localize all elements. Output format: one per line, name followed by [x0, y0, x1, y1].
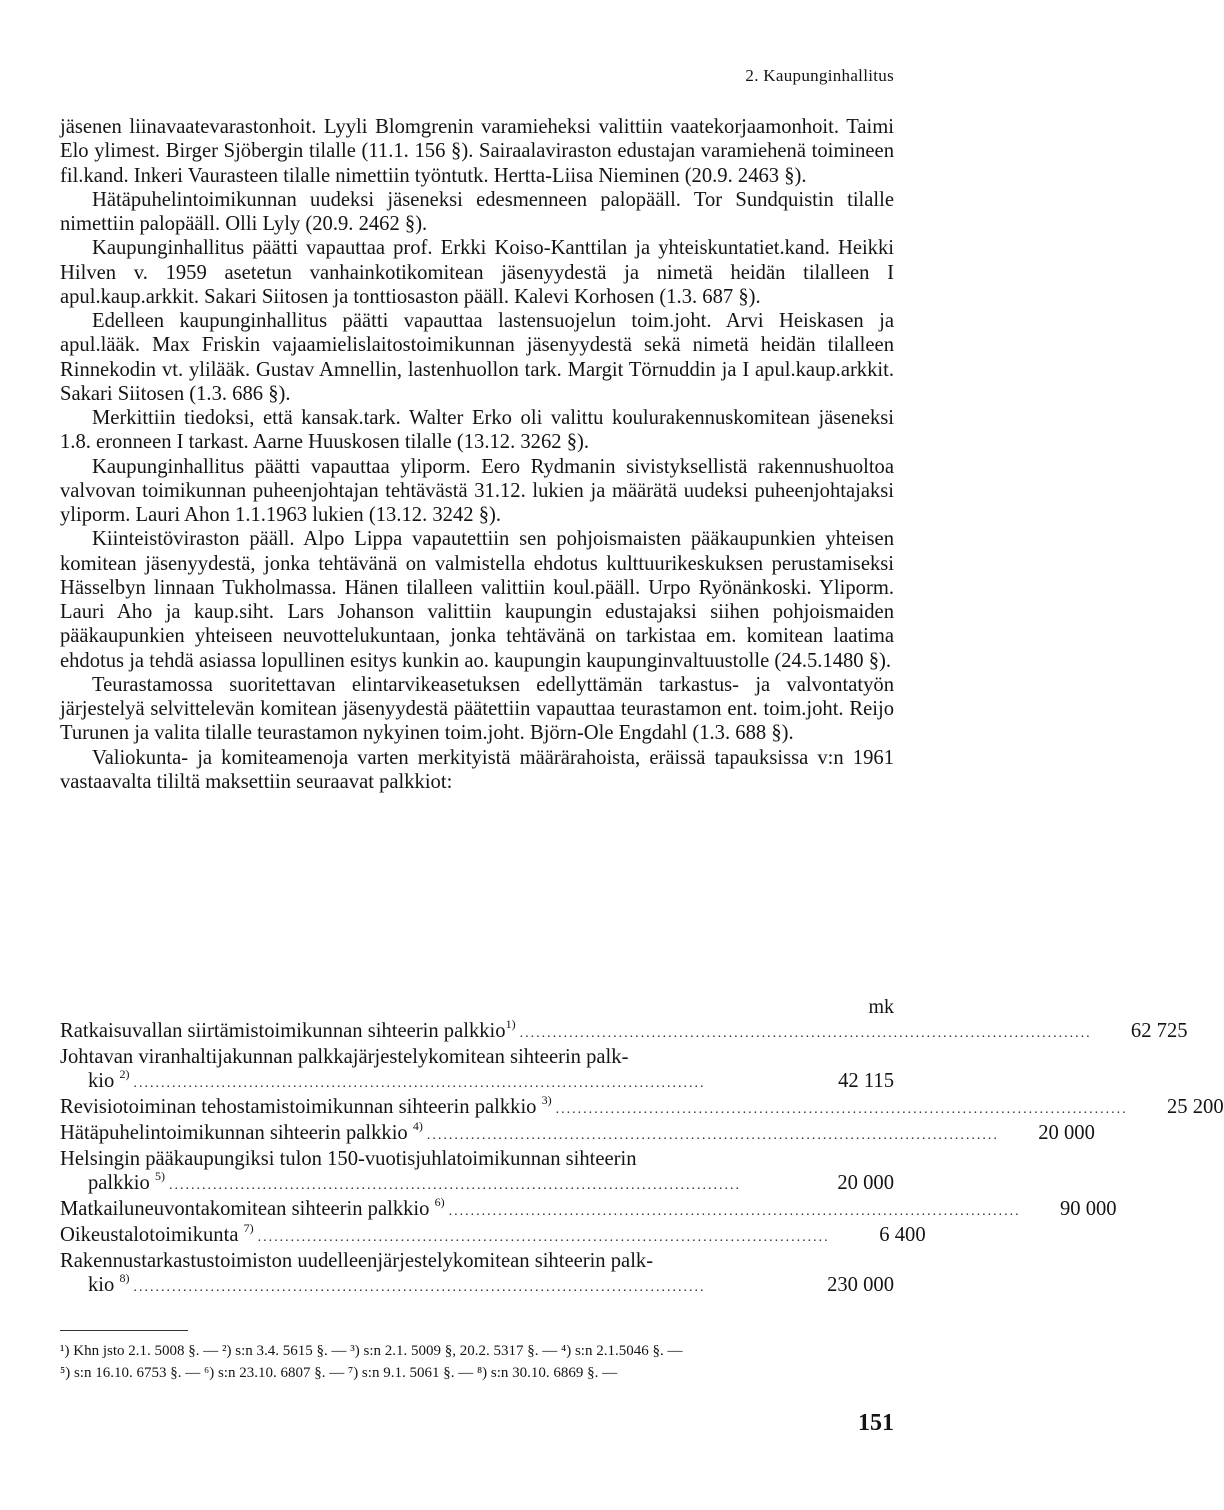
paragraph: Hätäpuhelintoimikunnan uudeksi jäseneksi edesmenneen palopääll. Tor Sundquistin tilalle nimettiin palopääll. Olli Lyly (20.9. 2462 §).	[60, 188, 894, 235]
ledger-row-label: Rakennustarkastustoimiston uudelleenjärjestelykomitean sihteerin palk-	[60, 1249, 654, 1272]
paragraph: Teurastamossa suoritettavan elintarvikeasetuksen edellyttämän tarkastus- ja valvontatyön järjestelyä selvittelevän komitean jäsenyydestä päätettiin vapauttaa teurastamon ent. toim.joht. Reijo Turunen ja valita tilalle teurastamon nykyinen toim.joht. Björn-Ole Engdahl (1.3. 688 §).	[60, 673, 894, 745]
paragraph: Kiinteistöviraston pääll. Alpo Lippa vapautettiin sen pohjoismaisten pääkaupunkien yhteisen komitean jäsenyydestä, jonka tehtävänä on valmistella ehdotus kulttuurikeskuksen perustamiseksi Hässelbyn linnaan Tukholmassa. Hänen tilalleen valittiin koul.pääll. Urpo Ryönänkoski. Yliporm. Lauri Aho ja kaup.siht. Lars Johanson valittiin kaupungin edustajaksi siihen pohjoismaiden pääkaupunkien yhteiseen neuvottelukuntaan, jonka tehtävänä on tarkistaa em. komitean laatima ehdotus ja tehdä asiassa lopullinen esitys kunkin ao. kaupungin kaupunginvaltuustolle (24.5.1480 §).	[60, 528, 894, 672]
ledger-row-amount: 20 000	[837, 1171, 894, 1194]
ledger-row-label: kio $^{2)}$	[88, 1067, 130, 1092]
ledger-row-label: Johtavan viranhaltijakunnan palkkajärjestelykomitean sihteerin palk-	[60, 1045, 629, 1068]
footnote-ref: 6)	[434, 1194, 445, 1209]
dot-leader: ........................................................................................................	[555, 1101, 1128, 1117]
footnote-ref: 8)	[119, 1270, 130, 1285]
ledger-row-amount: 90 000	[1059, 1197, 1117, 1220]
ledger-row-amount: 20 000	[1038, 1121, 1095, 1144]
paragraph: Valiokunta- ja komiteamenoja varten merkityistä määrärahoista, eräissä tapauksissa v:n 1961 vastaavalta tililtä maksettiin seuraavat palkkiot:	[60, 746, 894, 793]
ledger-row-label: Matkailuneuvontakomitean sihteerin palkkio $^{6)}$	[60, 1194, 445, 1220]
footnote-ref: 5)	[154, 1168, 165, 1183]
ledger-row-label: Helsingin pääkaupungiksi tulon 150-vuotisjuhlatoimikunnan sihteerin	[60, 1147, 637, 1170]
body-text	[60, 115, 894, 794]
footnote-ref: 2)	[119, 1067, 130, 1082]
ledger-row-continuation	[60, 1168, 894, 1198]
footnote-ref: 7)	[243, 1220, 254, 1235]
footnote-ref: 4)	[412, 1118, 423, 1133]
dot-leader: ........................................................................................................	[257, 1229, 830, 1245]
footnote-line: ⁵) s:n 16.10. 6753 §. — ⁶) s:n 23.10. 6807 §. — ⁷) s:n 9.1. 5061 §. — ⁸) s:n 30.10. 6869 §. —	[60, 1365, 618, 1381]
ledger-row-amount: 25 200	[1166, 1095, 1224, 1118]
ledger-row-continuation	[60, 1067, 894, 1096]
ledger-row	[60, 1046, 894, 1070]
ledger-row-label: Hätäpuhelintoimikunnan sihteerin palkkio $^{4)}$	[60, 1118, 423, 1144]
ledger-row	[60, 1118, 1095, 1148]
ledger-row	[60, 1194, 1117, 1224]
ledger-unit-label: mk	[868, 996, 894, 1018]
ledger-row	[60, 1017, 1188, 1046]
ledger-row-label: kio $^{8)}$	[88, 1270, 130, 1296]
ledger-row	[60, 1148, 894, 1172]
ledger-row-label: Oikeustalotoimikunta $^{7)}$	[60, 1220, 254, 1246]
paragraph: Merkittiin tiedoksi, että kansak.tark. Walter Erko oli valittu koulurakennuskomitean jäseneksi 1.8. eronneen I tarkast. Aarne Huuskosen tilalle (13.12. 3262 §).	[60, 407, 894, 454]
ledger-row-amount: 230 000	[827, 1273, 894, 1296]
dot-leader: ........................................................................................................	[426, 1127, 999, 1143]
ledger-row	[60, 1093, 1224, 1122]
ledger-row	[60, 1220, 926, 1250]
footnote-ref: 3)	[541, 1093, 552, 1107]
payment-ledger	[60, 1017, 1224, 1299]
ledger-row-continuation	[60, 1270, 894, 1300]
ledger-row	[60, 1250, 894, 1274]
dot-leader: ........................................................................................................	[168, 1177, 741, 1193]
paragraph: Edelleen kaupunginhallitus päätti vapauttaa lastensuojelun toim.joht. Arvi Heiskasen ja apul.lääk. Max Friskin vajaamielislaitostoimikunnan jäsenyydestä sekä nimetä heidän tilalleen Rinnekodin vt. ylilääk. Gustav Amnellin, lastenhuollon tark. Margit Törnuddin ja I apul.kaup.arkkit. Sakari Siitosen (1.3. 686 §).	[60, 310, 894, 405]
footnote-divider	[60, 1330, 188, 1331]
footnote-line: ¹) Khn jsto 2.1. 5008 §. — ²) s:n 3.4. 5615 §. — ³) s:n 2.1. 5009 §, 20.2. 5317 §. — ⁴) s:n 2.1.5046 §. —	[60, 1343, 683, 1359]
paragraph: jäsenen liinavaatevarastonhoit. Lyyli Blomgrenin varamieheksi valittiin vaatekorjaamonhoit. Taimi Elo ylimest. Birger Sjöbergin tilalle (11.1. 156 §). Sairaalaviraston edustajan varamiehenä toimineen fil.kand. Inkeri Vaurasteen tilalle nimettiin työntutk. Hertta-Liisa Nieminen (20.9. 2463 §).	[60, 116, 894, 187]
ledger-row-label: Ratkaisuvallan siirtämistoimikunnan sihteerin palkkio$^{1)}$	[60, 1017, 516, 1042]
dot-leader: ........................................................................................................	[133, 1279, 706, 1295]
paragraph: Kaupunginhallitus päätti vapauttaa prof. Erkki Koiso-Kanttilan ja yhteiskuntatiet.kand. Heikki Hilven v. 1959 asetetun vanhainkotikomitean jäsenyydestä ja nimetä heidän tilalleen I apul.kaup.arkkit. Sakari Siitosen ja tonttiosaston pääll. Kalevi Korhosen (1.3. 687 §).	[60, 237, 894, 308]
footnote-ref: 1)	[505, 1017, 516, 1032]
ledger-row-amount: 62 725	[1130, 1020, 1188, 1042]
ledger-row-amount: 6 400	[879, 1223, 926, 1246]
footnotes	[60, 1340, 894, 1384]
dot-leader: ........................................................................................................	[519, 1026, 1092, 1041]
ledger-row-amount: 42 115	[838, 1069, 894, 1092]
running-head: 2. Kaupunginhallitus	[745, 66, 894, 85]
dot-leader: ........................................................................................................	[133, 1075, 706, 1091]
paragraph: Kaupunginhallitus päätti vapauttaa yliporm. Eero Rydmanin sivistyksellistä rakennushuoltoa valvovan toimikunnan puheenjohtajan tehtävästä 31.12. lukien ja määrätä uudeksi puheenjohtajaksi yliporm. Lauri Ahon 1.1.1963 lukien (13.12. 3242 §).	[60, 455, 894, 526]
ledger-row-label: Revisiotoiminan tehostamistoimikunnan sihteerin palkkio $^{3)}$	[60, 1093, 552, 1118]
dot-leader: ........................................................................................................	[448, 1203, 1021, 1219]
page-number: 151	[858, 1410, 894, 1436]
ledger-row-label: palkkio $^{5)}$	[88, 1168, 165, 1194]
